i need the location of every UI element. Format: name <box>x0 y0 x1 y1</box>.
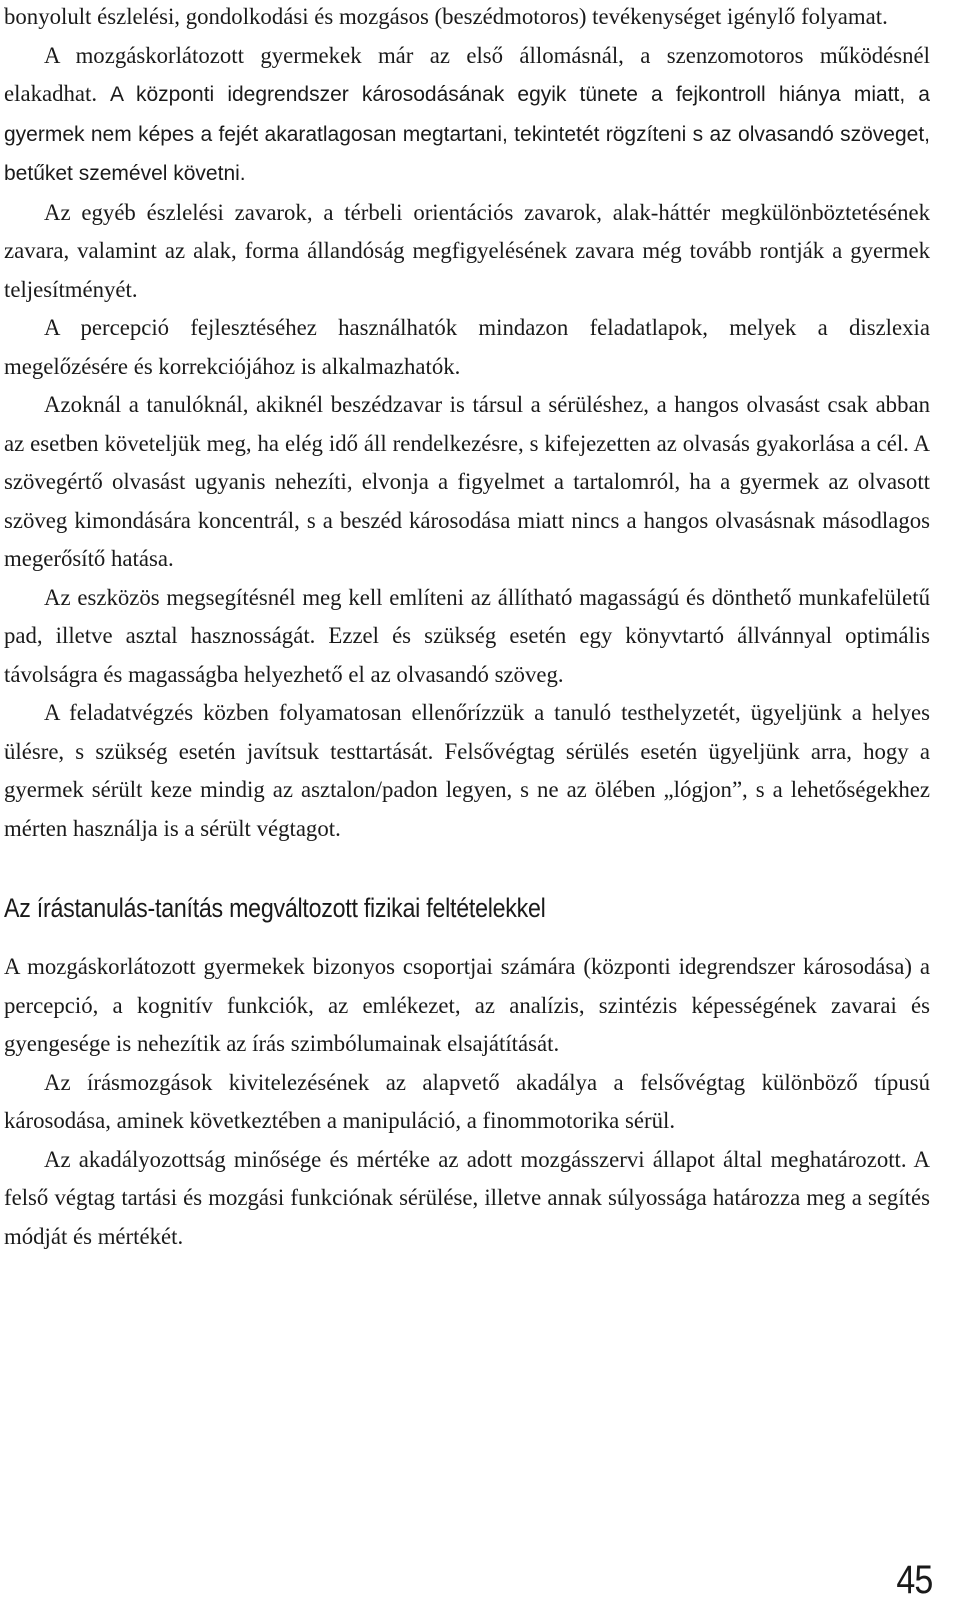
paragraph-perception-development: A percepció fejlesztéséhez használhatók mindazon feladatlapok, melyek a diszlexia megelőzésére és korrekciójához is alkalmazhatók. <box>4 315 930 379</box>
paragraph-sensorimotor-text-b: A központi idegrendszer károsodásának egyik tünete a fejkontroll hiánya miatt, a gyermek nem képes a fejét akaratlagosan megtartani, tekintetét rögzíteni s az olvasandó szöveget, betűket szemével követni. <box>4 83 930 185</box>
section-heading: Az írástanulás-tanítás megváltozott fizikai feltételekkel <box>4 893 546 923</box>
paragraph-posture: A feladatvégzés közben folyamatosan ellenőrízzük a tanuló testhelyzetét, ügyeljünk a helyes ülésre, s szükség esetén javítsuk testtartását. Felsővégtag sérülés esetén ügyeljünk arra, hogy a gyermek sérült keze mindig az asztalon/padon legyen, s ne az ölében „lógjon”, s a lehetőségekhez mérten használja is a sérült végtagot. <box>4 700 930 841</box>
paragraph-writing-groups: A mozgáskorlátozott gyermekek bizonyos csoportjai számára (központi idegrendszer károsodása) a percepció, a kognitív funkciók, az emlékezet, az analízis, szintézis képességének zavarai és gyengesége is nehezítik az írás szimbólumainak elsajátítását. <box>4 954 930 1056</box>
paragraph-continuation: bonyolult észlelési, gondolkodási és mozgásos (beszédmotoros) tevékenységet igénylő folyamat. <box>4 4 888 29</box>
paragraph-sensorimotor-text-a: A mozgáskorlátozott gyermekek már az első állomásnál, a szenzomotoros működésnél elakadhat. <box>4 42 930 106</box>
page-number: 45 <box>895 1558 932 1602</box>
paragraph-impairment-degree: Az akadályozottság minősége és mértéke az adott mozgásszervi állapot által meghatározott. A felső végtag tartási és mozgási funkciónak sérülése, illetve annak súlyossága határozza meg a segítés módját és mértékét. <box>4 1146 930 1249</box>
paragraph-sensorimotor <box>4 37 930 194</box>
paragraph-perception-disorders: Az egyéb észlelési zavarok, a térbeli orientációs zavarok, alak-háttér megkülönböztetésének zavara, valamint az alak, forma állandóság megfigyelésének zavara még tovább rontják a gyermek teljesítményét. <box>4 199 930 302</box>
paragraph-assistive-tools: Az eszközös megsegítésnél meg kell említeni az állítható magasságú és dönthető munkafelületű pad, illetve asztal hasznosságát. Ezzel és szükség esetén egy könyvtartó állvánnyal optimális távolságra és magasságba helyezhető el az olvasandó szöveg. <box>4 584 930 687</box>
paragraph-speech-disorder: Azoknál a tanulóknál, akiknél beszédzavar is társul a sérüléshez, a hangos olvasást csak abban az esetben követeljük meg, ha elég idő áll rendelkezésre, s kifejezetten az olvasás gyakorlása a cél. A szövegértő olvasást ugyanis nehezíti, elvonja a figyelmet a tartalomról, ha a gyermek az olvasott szöveg kimondására koncentrál, s a beszéd károsodása miatt nincs a hangos olvasásnak másodlagos megerősítő hatása. <box>4 392 930 571</box>
document-page <box>4 0 930 1256</box>
paragraph-writing-movements: Az írásmozgások kivitelezésének az alapvető akadálya a felsővégtag különböző típusú károsodása, aminek következtében a manipuláció, a finommotorika sérül. <box>4 1069 930 1133</box>
